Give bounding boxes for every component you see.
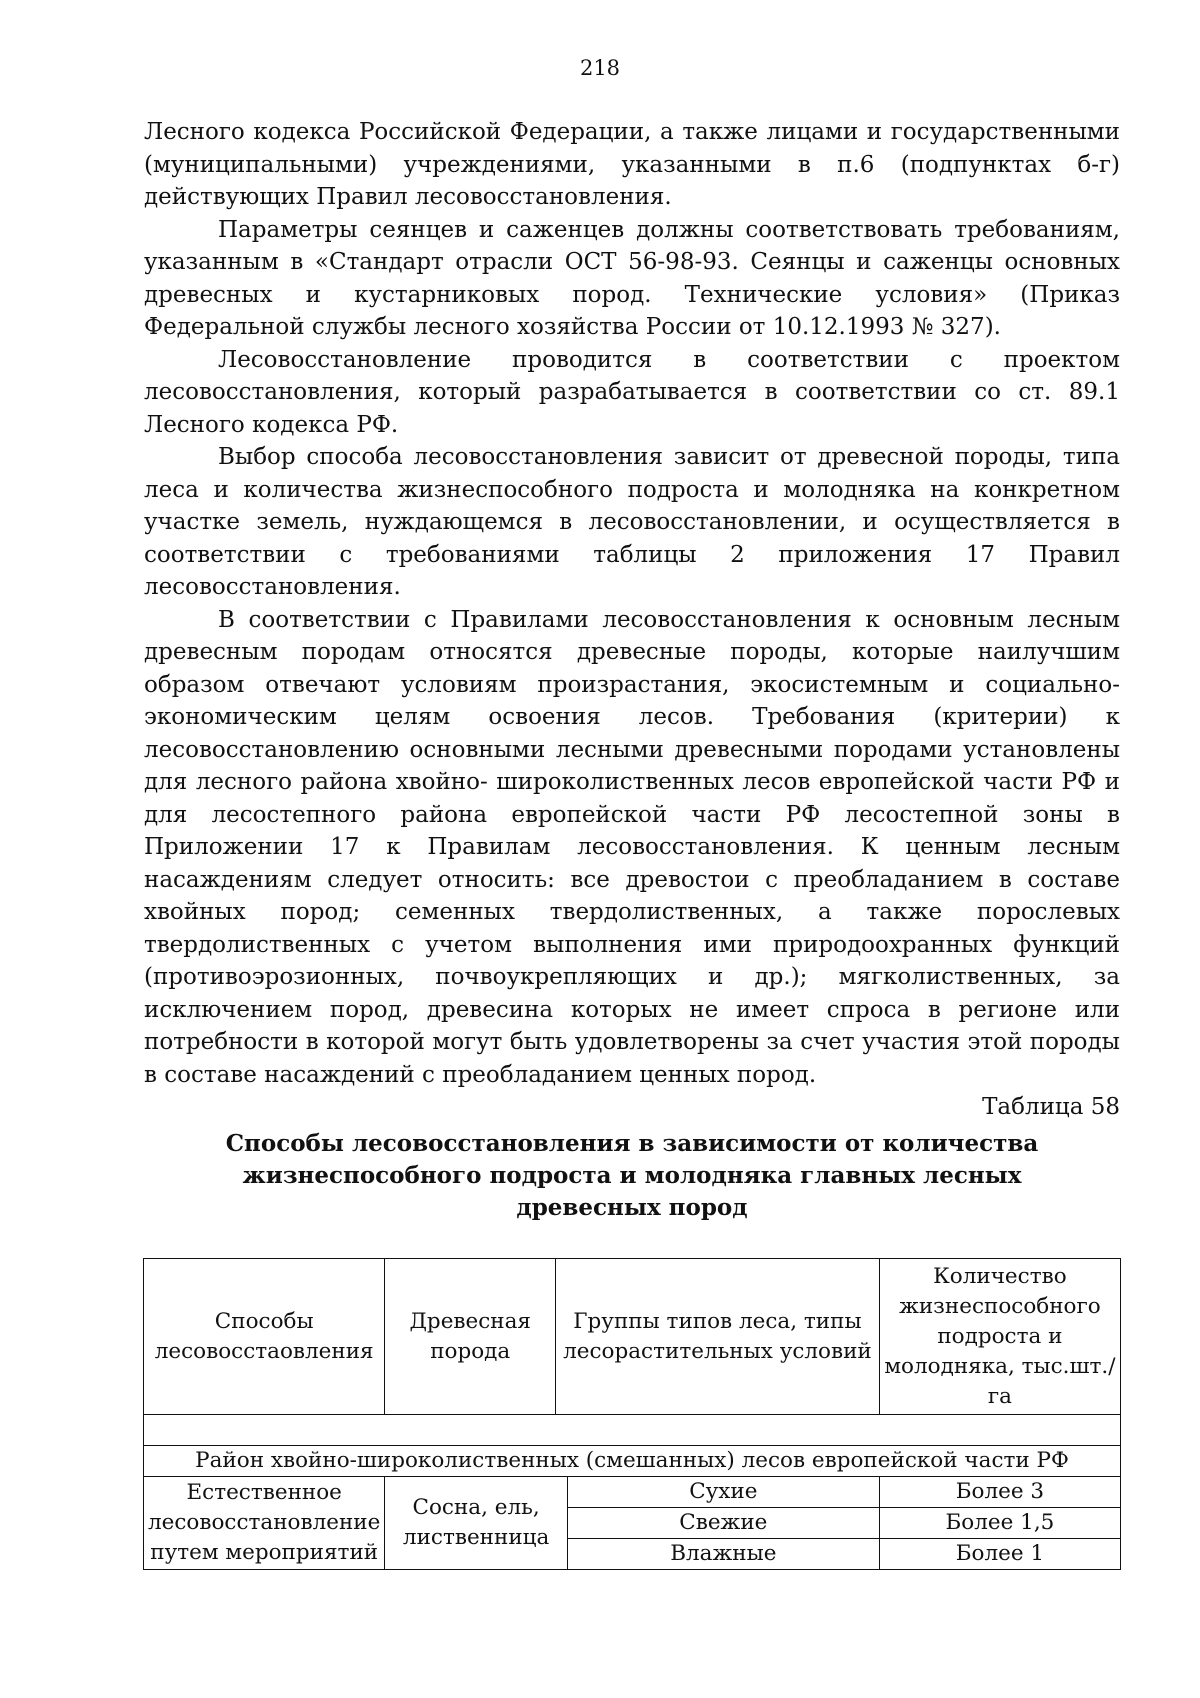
header-forest-groups: Группы типов леса, типы лесорастительных условий xyxy=(556,1259,880,1415)
table-row xyxy=(144,1477,1121,1508)
header-species: Древесная порода xyxy=(385,1259,556,1415)
quantity-cell: Более 1,5 xyxy=(879,1508,1120,1539)
paragraph-4: Выбор способа лесовосстановления зависит от древесной породы, типа леса и количества жизнеспособного подроста и молодняка на конкретном участке земель, нуждающемся в лесовосстановлении, и осуществляется в соответствии с требованиями таблицы 2 приложения 17 Правил лесовосстановления. xyxy=(144,444,1120,600)
table-header-row xyxy=(144,1259,1121,1415)
method-cell: Естественное лесовосстановление путем мероприятий xyxy=(144,1477,385,1570)
body-text xyxy=(144,116,1120,1091)
table-empty-row xyxy=(144,1415,1121,1446)
table-caption: Таблица 58 xyxy=(982,1094,1120,1120)
paragraph-3: Лесовосстановление проводится в соответствии с проектом лесовосстановления, который разрабатывается в соответствии со ст. 89.1 Лесного кодекса РФ. xyxy=(144,346,1120,438)
forest-regeneration-table xyxy=(143,1258,1121,1570)
paragraph-2: Параметры сеянцев и саженцев должны соответствовать требованиям, указанным в «Стандарт отрасли ОСТ 56-98-93. Сеянцы и саженцы основных древесных и кустарниковых пород. Технические условия» (Приказ Федеральной службы лесного хозяйства России от 10.12.1993 № 327). xyxy=(144,216,1120,340)
species-cell: Сосна, ель, лиственница xyxy=(385,1477,568,1570)
region-cell: Район хвойно-широколиственных (смешанных) лесов европейской части РФ xyxy=(144,1446,1121,1477)
quantity-cell: Более 1 xyxy=(879,1539,1120,1570)
page-number: 218 xyxy=(579,56,621,80)
header-quantity: Количество жизнеспособного подроста и молодняка, тыс.шт./га xyxy=(879,1259,1120,1415)
condition-cell: Влажные xyxy=(567,1539,879,1570)
paragraph-1: Лесного кодекса Российской Федерации, а также лицами и государственными (муниципальными) учреждениями, указанными в п.6 (подпунктах б-г) действующих Правил лесовосстановления. xyxy=(144,119,1120,210)
condition-cell: Сухие xyxy=(567,1477,879,1508)
empty-cell xyxy=(144,1415,1121,1446)
header-method: Способы лесовосстаовления xyxy=(144,1259,385,1415)
table-region-row xyxy=(144,1446,1121,1477)
paragraph-5: В соответствии с Правилами лесовосстановления к основным лесным древесным породам относятся древесные породы, которые наилучшим образом отвечают условиям произрастания, экосистемным и социально-экономическим целям освоения лесов. Требования (критерии) к лесовосстановлению основными лесными древесными породами установлены для лесного района хвойно- широколиственных лесов европейской части РФ и для лесостепного района европейской части РФ лесостепной зоны в Приложении 17 к Правилам лесовосстановления. К ценным лесным насаждениям следует относить: все древостои с преобладанием в составе хвойных пород; семенных твердолиственных, а также порослевых твердолиственных с учетом выполнения ими природоохранных функций (противоэрозионных, почвоукрепляющих и др.); мягколиственных, за исключением пород, древесина которых не имеет спроса в регионе или потребности в которой могут быть удовлетворены за счет участия этой породы в составе насаждений с преобладанием ценных пород. xyxy=(144,606,1120,1088)
condition-cell: Свежие xyxy=(567,1508,879,1539)
table-title: Способы лесовосстановления в зависимости от количества жизнеспособного подроста и молодняка главных лесных древесных пород xyxy=(225,1130,1039,1221)
quantity-cell: Более 3 xyxy=(879,1477,1120,1508)
